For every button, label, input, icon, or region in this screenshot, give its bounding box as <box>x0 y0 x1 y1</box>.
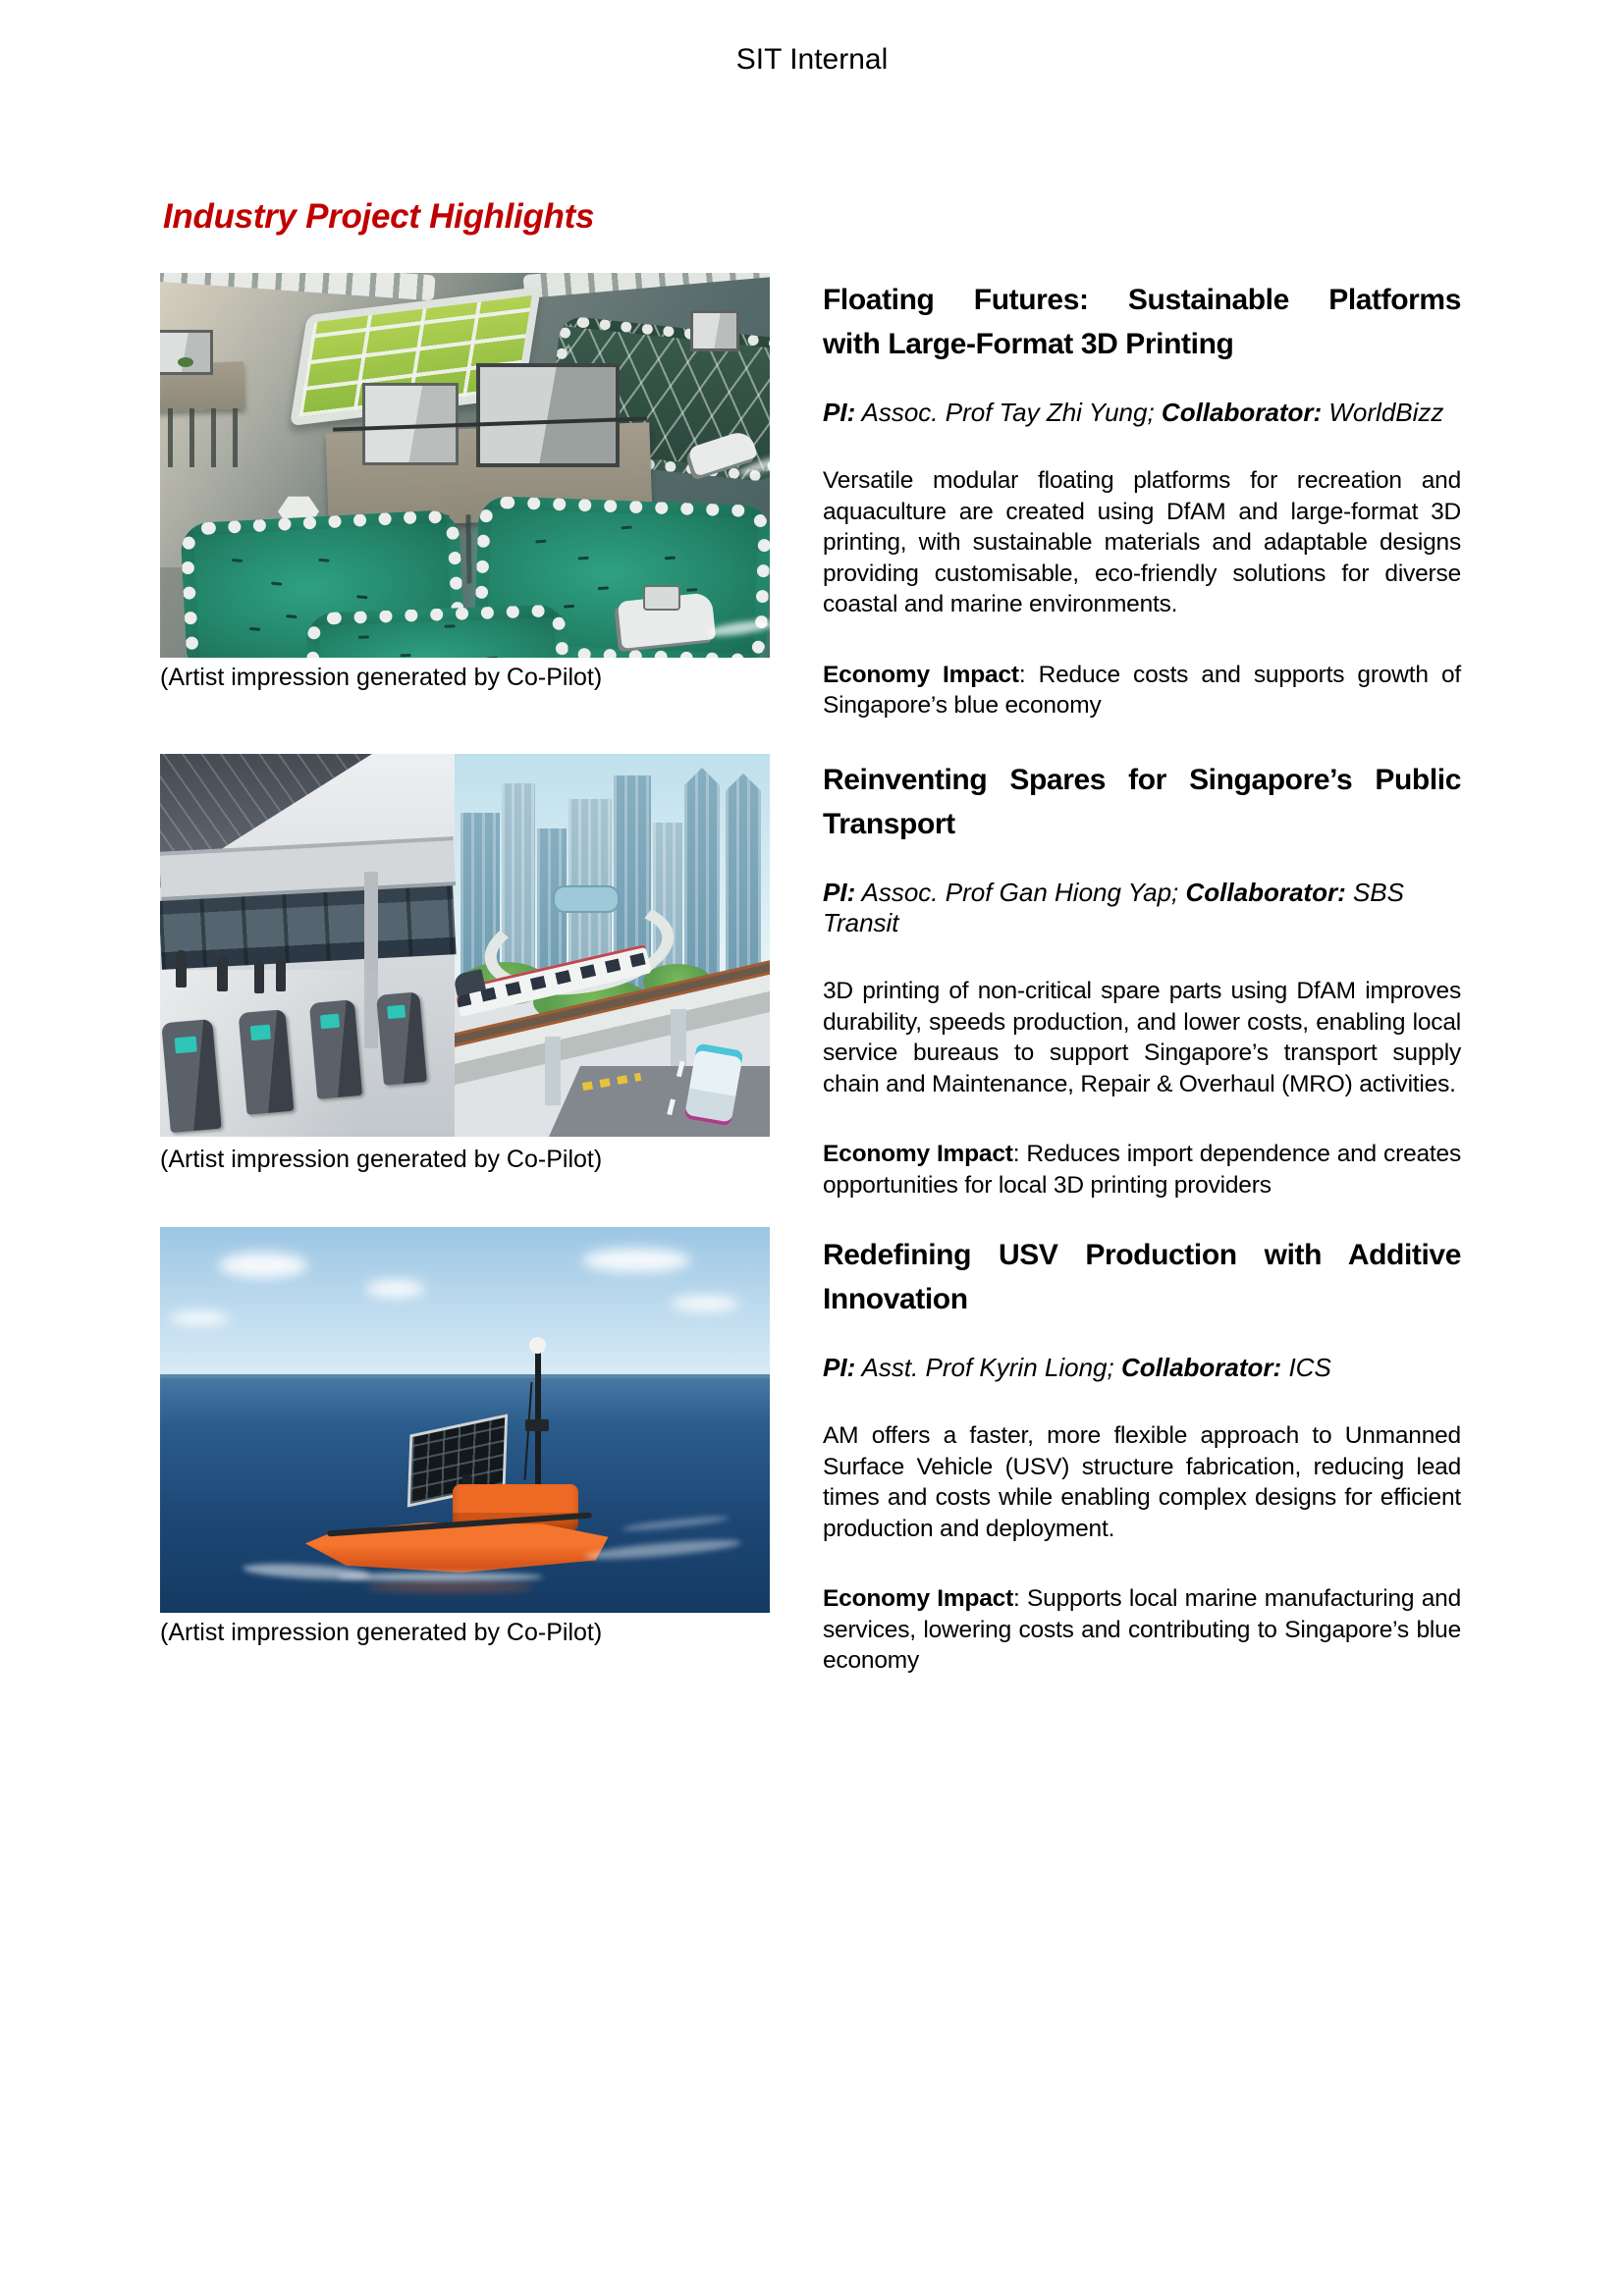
project-1-text <box>823 278 1461 721</box>
project-title: Reinventing Spares for Singapore’s Public Transport <box>823 764 1461 840</box>
project-3-text <box>823 1233 1461 1677</box>
commuter <box>276 958 286 991</box>
project-title: Redefining USV Production with Additive Innovation <box>823 1239 1461 1315</box>
usv-image <box>160 1227 770 1613</box>
pi-collaborator-line: PI: Assoc. Prof Gan Hiong Yap; Collaborator: SBS Transit <box>823 878 1404 937</box>
project-description: 3D printing of non-critical spare parts using DfAM improves durability, speeds production, and lower costs, enabling local service bureaus to support Singapore’s transport supply chain and Maintenance, Repair & Overhaul (MRO) activities. <box>823 978 1461 1097</box>
fare-gate <box>161 1019 222 1133</box>
project-title: Floating Futures: Sustainable Platforms with Large-Format 3D Printing <box>823 284 1461 360</box>
project-description: AM offers a faster, more flexible approach to Unmanned Surface Vehicle (USV) structure fabrication, reducing lead times and costs while enabling complex designs for efficient production and deployment. <box>823 1422 1461 1542</box>
economy-impact: Economy Impact: Supports local marine manufacturing and services, lowering costs and contributing to Singapore’s blue economy <box>823 1585 1462 1674</box>
pen-cabin <box>690 310 739 351</box>
page-header: SIT Internal <box>735 43 889 76</box>
pi-collaborator-line: PI: Assoc. Prof Tay Zhi Yung; Collaborator: WorldBizz <box>823 398 1444 427</box>
pi-collaborator-line: PI: Asst. Prof Kyrin Liong; Collaborator: ICS <box>823 1353 1331 1382</box>
project-description: Versatile modular floating platforms for recreation and aquaculture are created using DfAM and large-format 3D printing, with sustainable materials and adaptable designs providing customisable, eco-friendly solutions for diverse coastal and marine environments. <box>823 467 1461 617</box>
cloud <box>219 1253 307 1278</box>
section-heading: Industry Project Highlights <box>163 197 595 236</box>
project-2-text <box>823 758 1461 1201</box>
image-caption: (Artist impression generated by Co-Pilot) <box>160 1619 603 1646</box>
platform-glass-building <box>476 363 620 467</box>
economy-impact: Economy Impact: Reduce costs and supports growth of Singapore’s blue economy <box>823 661 1461 719</box>
commuter <box>254 960 264 993</box>
floating-platforms-image <box>160 273 770 658</box>
commuter <box>217 956 228 991</box>
fare-gate <box>376 991 427 1085</box>
commuter <box>176 950 187 988</box>
economy-impact: Economy Impact: Reduces import dependence and creates opportunities for local 3D printing providers <box>823 1141 1461 1199</box>
fare-gate <box>239 1009 295 1115</box>
image-caption: (Artist impression generated by Co-Pilot) <box>160 1146 603 1173</box>
gps-dome <box>529 1337 546 1354</box>
fare-gate <box>309 999 362 1099</box>
image-caption: (Artist impression generated by Co-Pilot) <box>160 664 603 691</box>
public-transport-image <box>160 754 770 1137</box>
